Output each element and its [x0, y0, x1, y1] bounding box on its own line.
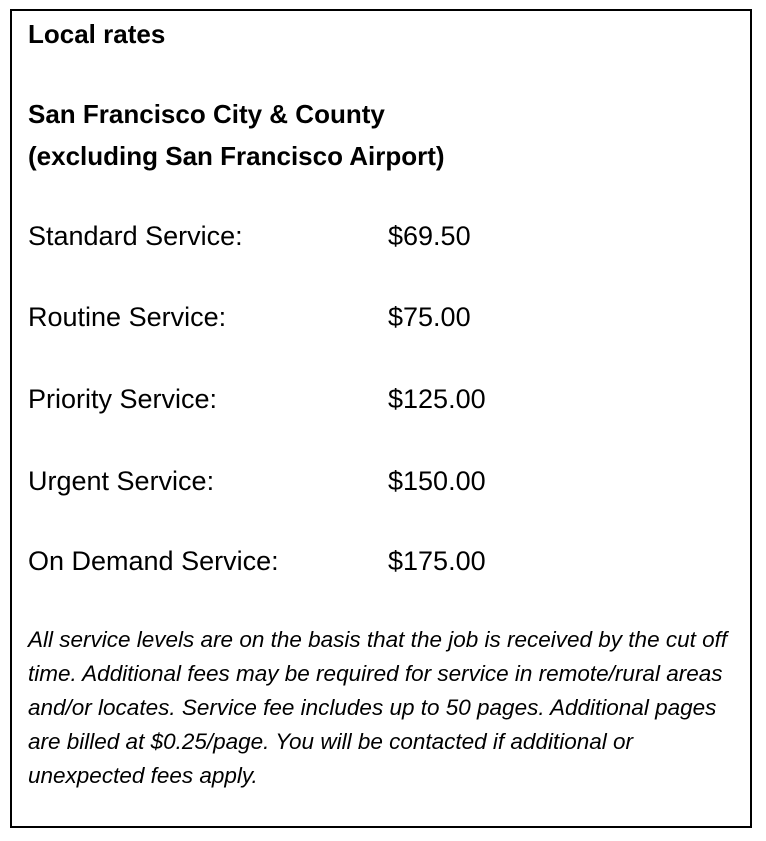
rate-row-standard	[28, 220, 728, 252]
rate-name: On Demand Service:	[28, 546, 279, 576]
rate-name: Standard Service:	[28, 221, 243, 251]
rate-price: $75.00	[388, 302, 471, 332]
region-subheading: (excluding San Francisco Airport)	[28, 141, 445, 171]
service-footnote: All service levels are on the basis that the job is received by the cut off time. Additional fees may be required for service in remote/rural areas and/or locates. Service fee includes up to 50 pages. Additional pages are billed at $0.25/page. You will be contacted if additional or unexpected fees apply.	[28, 627, 728, 788]
rate-row-routine	[28, 301, 728, 333]
region-heading: San Francisco City & County	[28, 99, 385, 129]
rate-row-urgent	[28, 465, 728, 497]
rate-row-on-demand	[28, 545, 728, 577]
rate-name: Priority Service:	[28, 384, 218, 414]
rate-price: $69.50	[388, 221, 471, 251]
rate-price: $150.00	[388, 466, 486, 496]
rate-price: $125.00	[388, 384, 486, 414]
rate-row-priority	[28, 383, 728, 415]
rate-box	[10, 9, 752, 828]
rate-price: $175.00	[388, 546, 486, 576]
rate-name: Urgent Service:	[28, 466, 215, 496]
rate-name: Routine Service:	[28, 302, 227, 332]
local-rates-heading: Local rates	[28, 19, 166, 49]
